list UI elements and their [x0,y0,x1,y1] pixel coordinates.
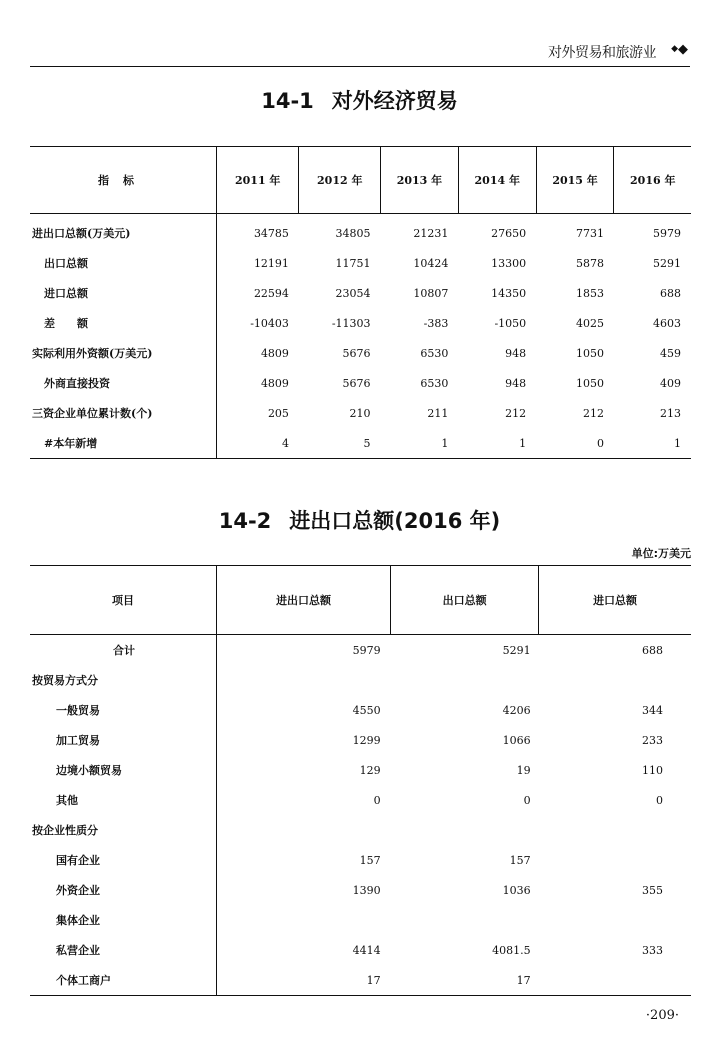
cell-value: 212 [505,406,527,420]
table-row [30,695,691,725]
table-row [30,368,691,398]
cell-value: 4603 [653,316,681,330]
cell-value: 23054 [335,286,371,300]
cell-value [391,815,539,845]
row-label: 出口总额 [30,248,217,278]
row-label: 三资企业单位累计数(个) [30,398,217,428]
table-row [30,935,691,965]
cell-value: 110 [642,763,663,777]
column-header: 项目 [30,566,217,635]
cell-value: 205 [267,406,289,420]
cell-value: 210 [349,406,371,420]
cell-value: 1390 [352,883,381,897]
cell-value: 0 [596,436,604,450]
cell-value: -1050 [494,316,527,330]
cell-value: 27650 [491,226,527,240]
cell-value: 34785 [253,226,289,240]
cell-value: 213 [660,406,681,420]
cell-value [217,905,391,935]
cell-value: 21231 [413,226,449,240]
table-row [30,214,691,249]
table2-title [0,505,719,535]
cell-value: 5676 [342,376,371,390]
row-label: 按企业性质分 [30,815,217,845]
cell-value: 688 [642,643,663,657]
table-row [30,338,691,368]
cell-value: 10807 [413,286,449,300]
cell-value: 4025 [575,316,604,330]
cell-value: 355 [642,883,663,897]
foreign-trade-table [30,146,691,459]
cell-value: 1 [441,436,449,450]
cell-value: 344 [642,703,663,717]
table-row [30,755,691,785]
cell-value: 12191 [253,256,289,270]
cell-value: 1299 [352,733,381,747]
cell-value: 17 [516,973,531,987]
cell-value: 4809 [260,376,289,390]
cell-value [539,845,691,875]
row-label: 外商直接投资 [30,368,217,398]
cell-value: 10424 [413,256,449,270]
column-header: 2013 年 [381,147,459,214]
table-row [30,665,691,695]
unit-label: 单位:万美元 [631,547,691,560]
row-label: 合计 [30,635,217,666]
cell-value: 4550 [352,703,381,717]
cell-value: 6530 [420,346,449,360]
table-row [30,428,691,459]
running-header [30,38,690,67]
table-row [30,815,691,845]
table1-number: 14-1 [261,89,314,113]
cell-value [391,665,539,695]
cell-value: 7731 [575,226,604,240]
table-row [30,965,691,996]
row-label: #本年新增 [30,428,217,459]
import-export-table [30,565,691,996]
cell-value: 1050 [575,346,604,360]
column-header: 2011 年 [217,147,299,214]
row-label: 国有企业 [30,845,217,875]
column-header: 指标 [30,147,217,214]
table-row [30,278,691,308]
column-header: 出口总额 [391,566,539,635]
cell-value: 5291 [502,643,531,657]
cell-value [217,665,391,695]
cell-value: 1 [519,436,527,450]
column-header: 进出口总额 [217,566,391,635]
cell-value: -383 [423,316,449,330]
cell-value: 1066 [502,733,531,747]
row-label: 按贸易方式分 [30,665,217,695]
cell-value: 948 [505,346,527,360]
row-label: 边境小额贸易 [30,755,217,785]
row-label: 集体企业 [30,905,217,935]
cell-value: 1050 [575,376,604,390]
cell-value [539,965,691,996]
row-label: 加工贸易 [30,725,217,755]
row-label: 私营企业 [30,935,217,965]
cell-value: 19 [516,763,531,777]
cell-value: 688 [660,286,681,300]
cell-value: 459 [660,346,681,360]
row-label: 进口总额 [30,278,217,308]
cell-value: 4809 [260,346,289,360]
section-title: 对外贸易和旅游业 [548,45,656,61]
row-label: 实际利用外资额(万美元) [30,338,217,368]
table-row [30,785,691,815]
table-row [30,905,691,935]
cell-value [539,815,691,845]
cell-value: 13300 [491,256,527,270]
cell-value: 34805 [335,226,371,240]
cell-value: 0 [523,793,531,807]
table1-title-text: 对外经济贸易 [331,89,458,113]
cell-value: 1 [674,436,681,450]
table-row [30,248,691,278]
row-label: 进出口总额(万美元) [30,214,217,249]
cell-value: 212 [582,406,604,420]
cell-value: 17 [366,973,381,987]
row-label: 外资企业 [30,875,217,905]
cell-value: -11303 [331,316,371,330]
table-row [30,635,691,666]
cell-value: 5979 [653,226,681,240]
cell-value: 129 [359,763,381,777]
cell-value: 157 [359,853,381,867]
table-row [30,398,691,428]
column-header: 2012 年 [299,147,381,214]
cell-value: 5979 [352,643,381,657]
column-header: 2014 年 [458,147,536,214]
row-label: 差 额 [30,308,217,338]
cell-value [391,905,539,935]
cell-value [217,815,391,845]
cell-value: 4 [281,436,289,450]
cell-value: 211 [427,406,449,420]
row-label: 一般贸易 [30,695,217,725]
cell-value: 5676 [342,346,371,360]
cell-value: 4206 [502,703,531,717]
cell-value: -10403 [250,316,289,330]
cell-value: 1036 [502,883,531,897]
table-row [30,725,691,755]
row-label: 其他 [30,785,217,815]
cell-value: 22594 [253,286,289,300]
cell-value: 4414 [352,943,381,957]
cell-value: 5878 [575,256,604,270]
column-header: 进口总额 [539,566,691,635]
cell-value: 157 [509,853,531,867]
table2-number: 14-2 [218,509,272,533]
cell-value: 1853 [575,286,604,300]
cell-value: 5291 [653,256,681,270]
cell-value: 6530 [420,376,449,390]
cell-value: 5 [363,436,371,450]
cell-value: 14350 [491,286,527,300]
page-number: ·209· [645,1008,679,1023]
cell-value: 333 [642,943,663,957]
cell-value [539,665,691,695]
cell-value: 11751 [335,256,371,270]
cell-value: 4081.5 [492,943,531,957]
table-row [30,845,691,875]
table-row [30,875,691,905]
row-label: 个体工商户 [30,965,217,996]
table2-title-text: 进出口总额(2016 年) [289,509,501,533]
column-header: 2015 年 [536,147,614,214]
cell-value: 409 [660,376,681,390]
column-header: 2016 年 [614,147,691,214]
cell-value: 0 [656,793,663,807]
table1-title [0,85,719,115]
table-row [30,308,691,338]
diamond-icon: ◆◆ [671,42,688,57]
cell-value: 233 [642,733,663,747]
cell-value: 948 [505,376,527,390]
cell-value [539,905,691,935]
cell-value: 0 [373,793,381,807]
